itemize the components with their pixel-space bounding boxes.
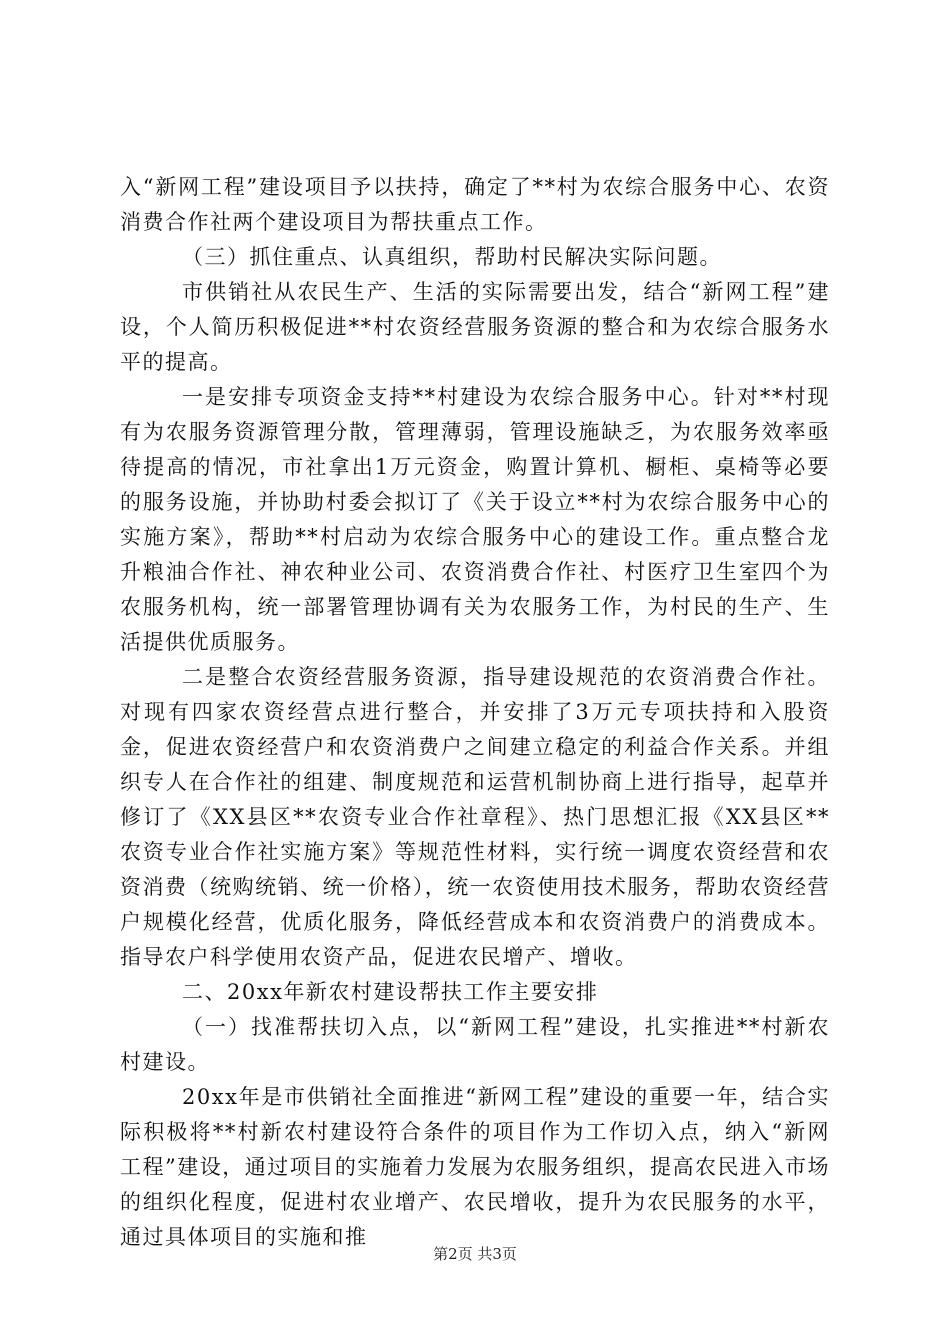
paragraph-3: 市供销社从农民生产、生活的实际需要出发，结合“新网工程”建设，个人简历积极促进**村农资经营服务资源的整合和为农综合服务水平的提高。 [120,280,830,374]
paragraph-5: 二是整合农资经营服务资源，指导建设规范的农资消费合作社。对现有四家农资经营点进行整合，并安排了3万元专项扶持和入股资金，促进农资经营户和农资消费户之间建立稳定的利益合作关系。并组织专人在合作社的组建、制度规范和运营机制协商上进行指导，起草并修订了《XX县区**农资专业合作社章程》、热门思想汇报《XX县区**农资专业合作社实施方案》等规范性材料，实行统一调度农资经营和农资消费（统购统销、统一价格），统一农资使用技术服务，帮助农资经营户规模化经营，优质化服务，降低经营成本和农资消费户的消费成本。指导农户科学使用农资产品，促进农民增产、增收。 [120,665,830,969]
paragraph-7-heading: （一）找准帮扶切入点，以“新网工程”建设，扎实推进**村新农村建设。 [120,1015,830,1074]
paragraph-2-heading: （三）抓住重点、认真组织，帮助村民解决实际问题。 [182,245,722,269]
page-footer: 第2页 共3页 [433,1245,517,1263]
paragraph-6-heading: 二、20xx年新农村建设帮扶工作主要安排 [182,980,599,1004]
paragraph-1: 入“新网工程”建设项目予以扶持，确定了**村为农综合服务中心、农资消费合作社两个建设项目为帮扶重点工作。 [120,175,830,234]
document-body [120,170,830,1255]
paragraph-8: 20xx年是市供销社全面推进“新网工程”建设的重要一年，结合实际积极将**村新农村建设符合条件的项目作为工作切入点，纳入“新网工程”建设，通过项目的实施着力发展为农服务组织，提高农民进入市场的组织化程度，促进村农业增产、农民增收，提升为农民服务的水平，通过具体项目的实施和推 [120,1085,830,1249]
paragraph-4: 一是安排专项资金支持**村建设为农综合服务中心。针对**村现有为农服务资源管理分散，管理薄弱，管理设施缺乏，为农服务效率亟待提高的情况，市社拿出1万元资金，购置计算机、橱柜、桌椅等必要的服务设施，并协助村委会拟订了《关于设立**村为农综合服务中心的实施方案》，帮助**村启动为农综合服务中心的建设工作。重点整合龙升粮油合作社、神农种业公司、农资消费合作社、村医疗卫生室四个为农服务机构，统一部署管理协调有关为农服务工作，为村民的生产、生活提供优质服务。 [120,385,830,654]
